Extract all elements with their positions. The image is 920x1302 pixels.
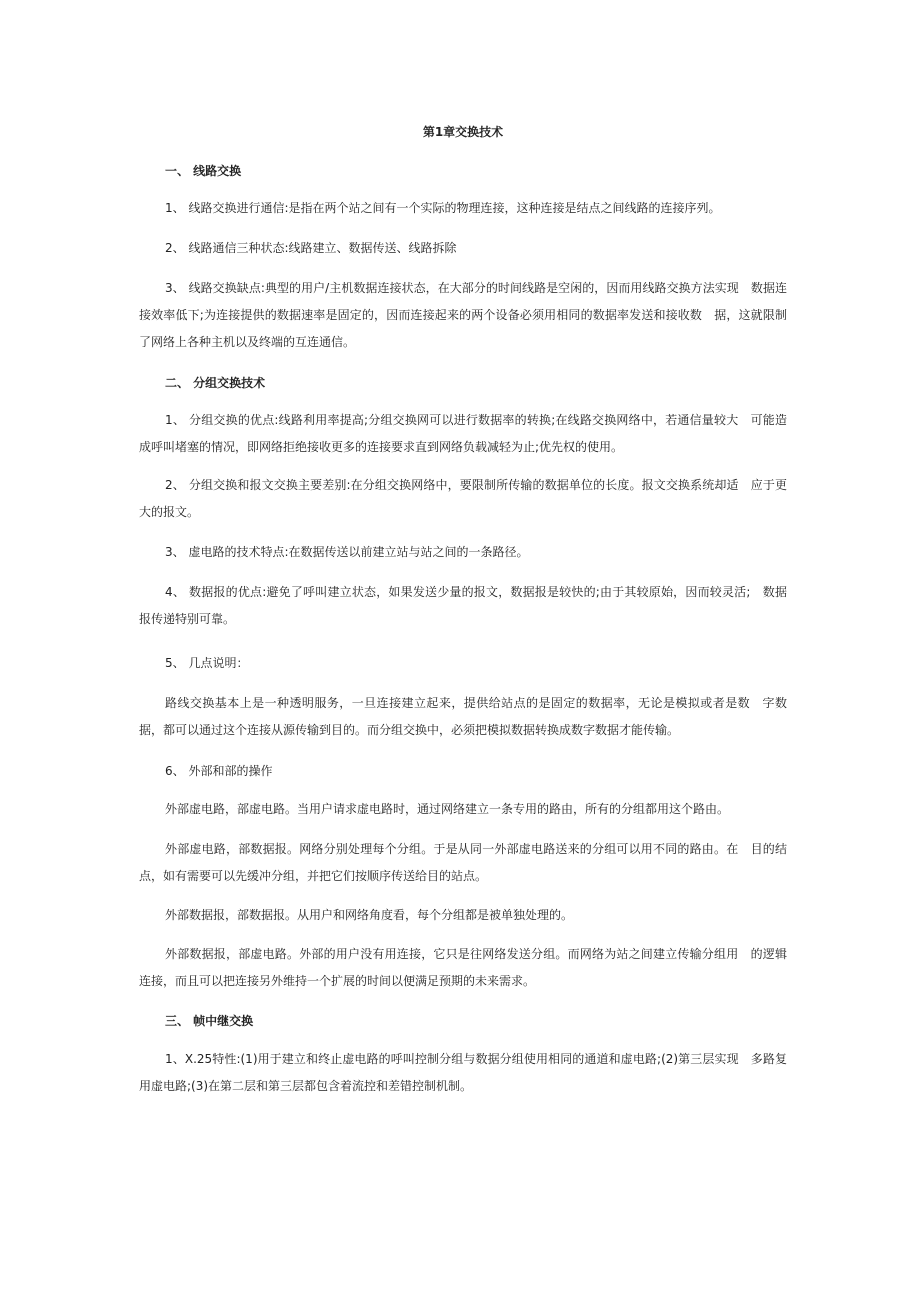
paragraph-ext-vc-int-vc: 外部虚电路，部虚电路。当用户请求虚电路时，通过网络建立一条专用的路由，所有的分组都用这个路由。 <box>165 802 730 816</box>
paragraph-circuit-definition: 1、 线路交换进行通信:是指在两个站之间有一个实际的物理连接，这种连接是结点之间线路的连接序列。 <box>165 201 721 215</box>
section-heading-circuit-switching: 一、 线路交换 <box>165 164 242 178</box>
paragraph-notes-heading: 5、 几点说明： <box>165 656 249 670</box>
paragraph-circuit-states: 2、 线路通信三种状态:线路建立、数据传送、线路拆除 <box>165 241 457 255</box>
paragraph-ext-dg-int-dg: 外部数据报，部数据报。从用户和网络角度看，每个分组都是被单独处理的。 <box>165 908 574 922</box>
section-heading-packet-switching: 二、 分组交换技术 <box>165 376 266 390</box>
section-heading-frame-relay: 三、 帧中继交换 <box>165 1014 254 1028</box>
paragraph-ext-vc-int-dg: 外部虚电路，部数据报。网络分别处理每个分组。于是从同一外部虚电路送来的分组可以用不同的路由。在 目的结点，如有需要可以先缓冲分组，并把它们按顺序传送给目的站点。 <box>139 842 787 883</box>
paragraph-external-internal-ops: 6、 外部和部的操作 <box>165 764 273 778</box>
paragraph-packet-vs-message: 2、 分组交换和报文交换主要差别:在分组交换网络中，要限制所传输的数据单位的长度。报文交换系统却适 应于更大的报文。 <box>139 478 787 519</box>
paragraph-ext-dg-int-vc: 外部数据报，部虚电路。外部的用户没有用连接，它只是往网络发送分组。而网络为站之间建立传输分组用 的逻辑连接，而且可以把连接另外维持一个扩展的时间以便满足预期的未来需求。 <box>139 947 787 988</box>
document-title: 第1章交换技术 <box>422 125 504 139</box>
paragraph-circuit-drawbacks: 3、 线路交换缺点:典型的用户/主机数据连接状态，在大部分的时间线路是空闲的，因而用线路交换方法实现 数据连接效率低下;为连接提供的数据速率是固定的，因而连接起来的两个设备必须用相同的数据率发送和接收数 据，这就限制了网络上各种主机以及终端的互连通信。 <box>139 281 787 349</box>
paragraph-packet-advantages: 1、 分组交换的优点:线路利用率提高;分组交换网可以进行数据率的转换;在线路交换网络中，若通信量较大 可能造成呼叫堵塞的情况，即网络拒绝接收更多的连接要求直到网络负载减轻为止;优先权的使用。 <box>139 413 787 454</box>
paragraph-transparent-service: 路线交换基本上是一种透明服务，一旦连接建立起来，提供给站点的是固定的数据率，无论是模拟或者是数 字数据，都可以通过这个连接从源传输到目的。而分组交换中，必须把模拟数据转换成数字数据才能传输。 <box>139 696 787 737</box>
paragraph-datagram-advantages: 4、 数据报的优点:避免了呼叫建立状态，如果发送少量的报文，数据报是较快的;由于其较原始，因而较灵活; 数据报传递特别可靠。 <box>139 585 787 626</box>
paragraph-x25-features: 1、X.25特性:(1)用于建立和终止虚电路的呼叫控制分组与数据分组使用相同的通道和虚电路;(2)第三层实现 多路复用虚电路;(3)在第二层和第三层都包含着流控和差错控制机制。 <box>139 1052 787 1093</box>
paragraph-virtual-circuit: 3、 虚电路的技术特点:在数据传送以前建立站与站之间的一条路径。 <box>165 545 529 559</box>
